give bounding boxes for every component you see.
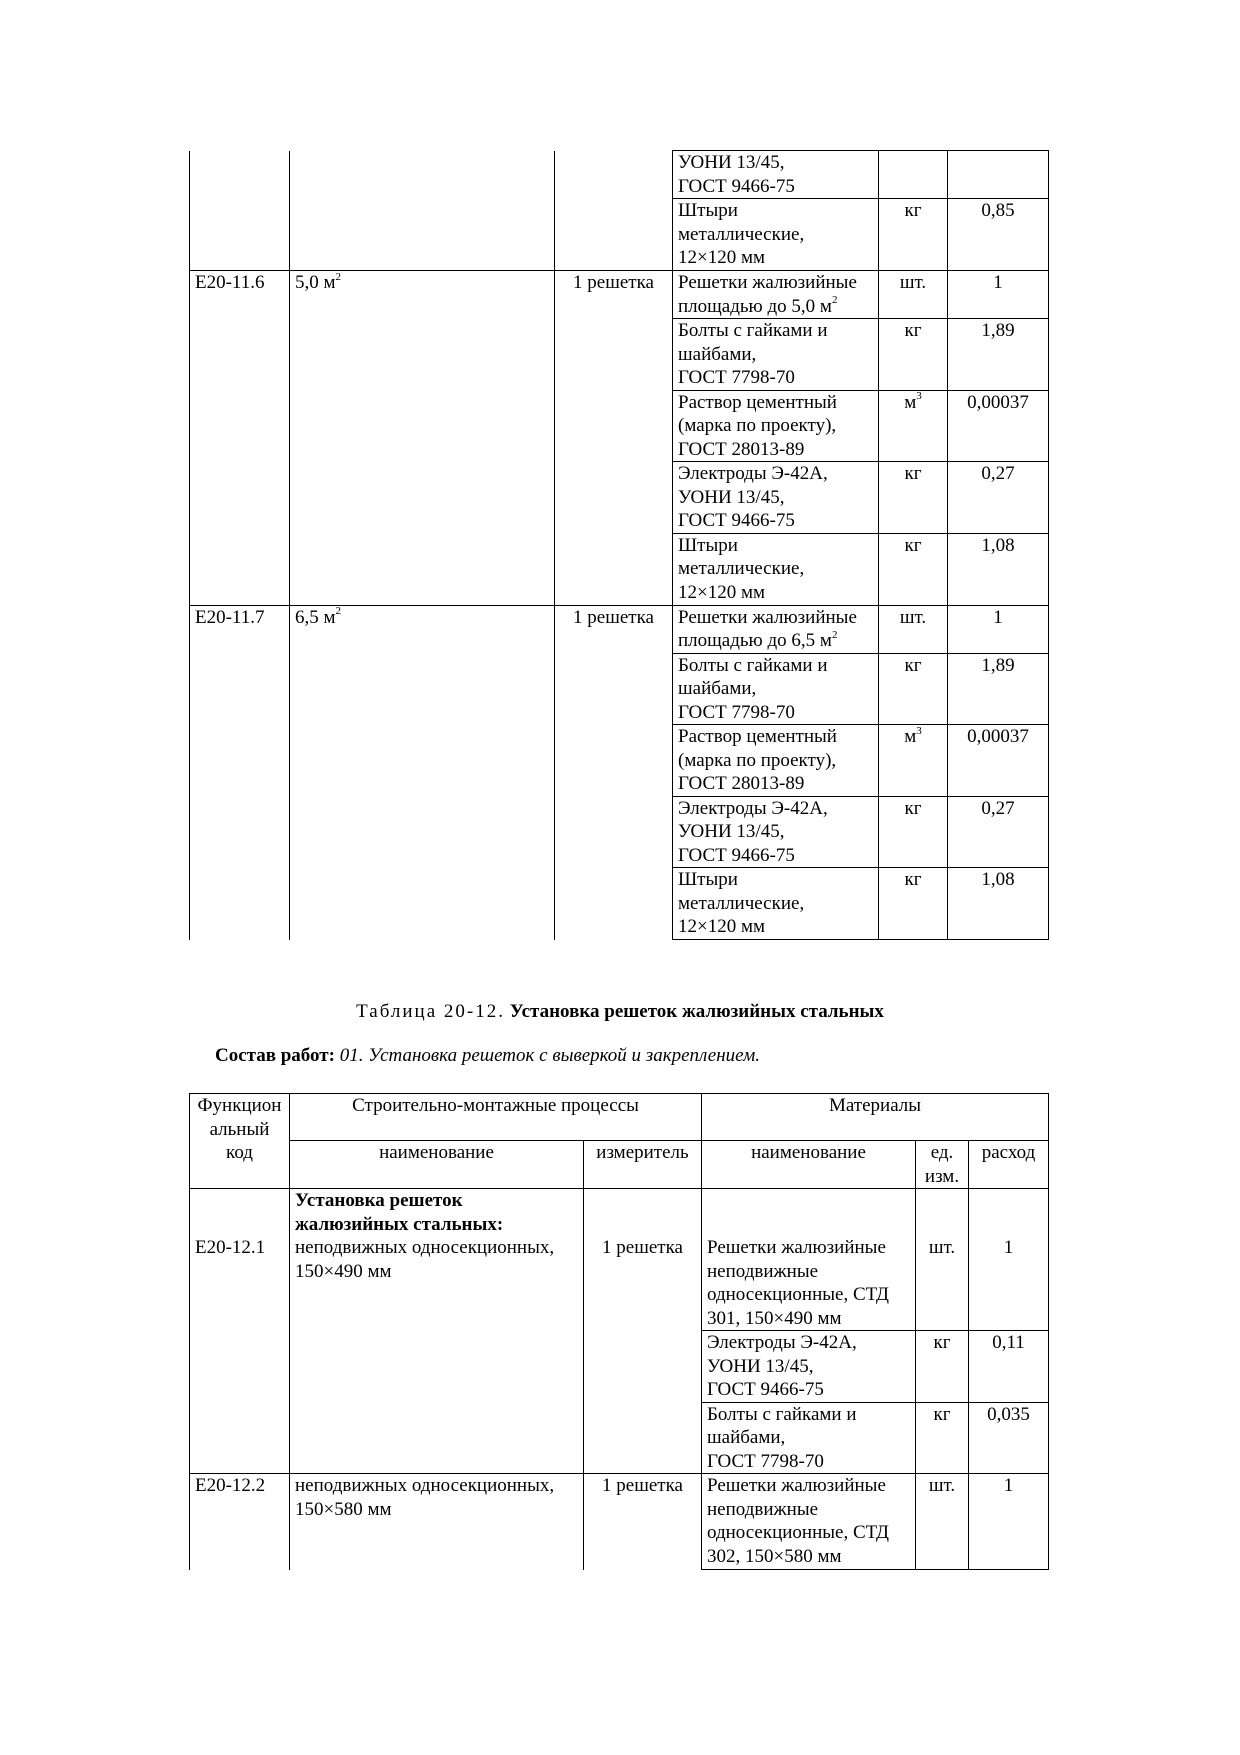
material-unit: шт. xyxy=(916,1189,969,1331)
material-qty: 1,89 xyxy=(948,653,1049,725)
material-unit xyxy=(879,390,948,462)
process-name-text: неподвижных односекционных, 150×490 мм xyxy=(295,1237,555,1282)
material-unit: кг xyxy=(879,199,948,271)
material-name-text: Штыри металлические, 12×120 мм xyxy=(678,869,805,937)
material-unit-text: кг xyxy=(904,320,922,341)
material-qty xyxy=(948,151,1049,199)
process-meter: 1 решетка xyxy=(555,605,673,940)
material-name: Электроды Э-42А, УОНИ 13/45, ГОСТ 9466-75 xyxy=(702,1331,916,1403)
material-unit xyxy=(879,725,948,797)
table-row xyxy=(190,1189,1049,1331)
material-qty: 0,11 xyxy=(969,1331,1049,1403)
material-name: Решетки жалюзийные неподвижные односекционные, СТД 302, 150×580 мм xyxy=(702,1474,916,1570)
material-unit xyxy=(879,605,948,653)
composition-label: Состав работ: xyxy=(215,1045,335,1066)
material-name: Штыри металлические, 12×120 мм xyxy=(673,199,879,271)
material-unit-text: шт. xyxy=(899,272,927,293)
process-name-text: неподвижных односекционных, 150×580 мм xyxy=(295,1475,555,1520)
material-name-text: Решетки жалюзийные площадью до 6,5 м xyxy=(678,606,857,651)
material-name: Болты с гайками и шайбами, ГОСТ 7798-70 xyxy=(702,1402,916,1474)
header-processes: Строительно-монтажные процессы xyxy=(290,1094,702,1141)
material-qty: 1 xyxy=(969,1189,1049,1331)
process-name-text: 6,5 м xyxy=(295,606,336,628)
material-name xyxy=(673,868,879,940)
material-qty: 1,89 xyxy=(948,319,1049,391)
material-unit xyxy=(879,533,948,605)
material-name: Решетки жалюзийные неподвижные односекционные, СТД 301, 150×490 мм xyxy=(702,1189,916,1331)
material-qty: 0,27 xyxy=(948,462,1049,534)
process-name-superscript: 2 xyxy=(335,270,342,283)
material-unit xyxy=(879,868,948,940)
material-name-superscript: 2 xyxy=(831,294,838,307)
material-name xyxy=(673,271,879,319)
table-caption xyxy=(0,1000,1240,1024)
functional-code: Е20-11.7 xyxy=(190,605,290,940)
material-name xyxy=(673,605,879,653)
material-unit: шт. xyxy=(916,1474,969,1570)
material-qty: 0,035 xyxy=(969,1402,1049,1474)
composition-text: 01. Установка решеток с выверкой и закреплением. xyxy=(339,1045,760,1066)
material-unit xyxy=(879,653,948,725)
materials-table-continued xyxy=(189,150,1049,940)
material-name-text: Болты с гайками и шайбами, ГОСТ 7798-70 xyxy=(678,320,828,388)
material-qty: 0,85 xyxy=(948,199,1049,271)
header-process-name: наименование xyxy=(290,1141,584,1189)
material-name-text: Электроды Э-42А, УОНИ 13/45, ГОСТ 9466-75 xyxy=(678,797,828,866)
material-unit-text: шт. xyxy=(899,606,927,628)
table-20-12 xyxy=(189,1093,1049,1570)
material-unit-text: кг xyxy=(904,797,922,819)
material-name xyxy=(673,653,879,725)
material-unit-text: кг xyxy=(904,534,922,556)
material-name-superscript: 2 xyxy=(831,628,838,641)
header-material-qty: расход xyxy=(969,1141,1049,1189)
material-unit xyxy=(879,319,948,391)
material-qty: 1,08 xyxy=(948,533,1049,605)
header-code: Функцион альный код xyxy=(190,1094,290,1189)
empty-cell xyxy=(190,151,290,271)
process-name xyxy=(290,271,555,606)
functional-code: Е20-12.2 xyxy=(190,1474,290,1570)
functional-code: Е20-11.6 xyxy=(190,271,290,606)
functional-code: Е20-12.1 xyxy=(190,1189,290,1474)
material-name xyxy=(673,462,879,534)
material-name xyxy=(673,725,879,797)
table2-header xyxy=(190,1094,1049,1189)
header-process-meter: измеритель xyxy=(584,1141,702,1189)
material-unit xyxy=(879,796,948,868)
material-unit xyxy=(879,151,948,199)
empty-cell xyxy=(555,151,673,271)
process-meter: 1 решетка xyxy=(584,1189,702,1474)
material-qty: 0,00037 xyxy=(948,725,1049,797)
table-row xyxy=(190,151,1049,199)
material-name-text: Раствор цементный (марка по проекту), ГОСТ 28013-89 xyxy=(678,726,837,794)
header-material-unit: ед. изм. xyxy=(916,1141,969,1189)
process-meter: 1 решетка xyxy=(584,1474,702,1570)
material-name-text: Решетки жалюзийные площадью до 5,0 м xyxy=(678,272,857,317)
material-qty: 0,00037 xyxy=(948,390,1049,462)
material-unit-text: м xyxy=(904,391,917,413)
process-name-superscript: 2 xyxy=(335,605,342,618)
material-name xyxy=(673,796,879,868)
table-row xyxy=(190,605,1049,653)
process-name xyxy=(290,605,555,940)
material-unit xyxy=(879,462,948,534)
material-unit-superscript: 3 xyxy=(916,390,922,403)
table1-body xyxy=(190,151,1049,940)
caption-title: Установка решеток жалюзийных стальных xyxy=(509,1001,884,1022)
material-qty: 1 xyxy=(948,605,1049,653)
process-name-text: 5,0 м xyxy=(295,272,336,293)
process-name xyxy=(290,1189,584,1474)
material-name-text: Болты с гайками и шайбами, ГОСТ 7798-70 xyxy=(678,654,828,723)
process-meter: 1 решетка xyxy=(555,271,673,606)
caption-label: Таблица 20-12. xyxy=(356,1001,505,1022)
material-name-text: Раствор цементный (марка по проекту), ГОСТ 28013-89 xyxy=(678,391,837,460)
process-name xyxy=(290,1474,584,1570)
process-group-title: Установка решеток жалюзийных стальных: xyxy=(295,1190,504,1235)
material-unit: кг xyxy=(916,1331,969,1403)
material-qty: 1 xyxy=(948,271,1049,319)
material-unit-text: кг xyxy=(904,869,922,890)
material-unit-text: кг xyxy=(904,654,922,676)
material-qty: 1,08 xyxy=(948,868,1049,940)
material-qty: 1 xyxy=(969,1474,1049,1570)
table-row xyxy=(190,1474,1049,1570)
material-name-text: Штыри металлические, 12×120 мм xyxy=(678,534,805,603)
material-qty: 0,27 xyxy=(948,796,1049,868)
header-material-name: наименование xyxy=(702,1141,916,1189)
work-composition xyxy=(215,1044,760,1068)
empty-cell xyxy=(290,151,555,271)
material-name xyxy=(673,533,879,605)
material-name: УОНИ 13/45, ГОСТ 9466-75 xyxy=(673,151,879,199)
material-unit: кг xyxy=(916,1402,969,1474)
material-unit xyxy=(879,271,948,319)
material-unit-text: кг xyxy=(904,463,922,484)
material-name xyxy=(673,319,879,391)
material-name-text: Электроды Э-42А, УОНИ 13/45, ГОСТ 9466-75 xyxy=(678,463,828,531)
material-unit-superscript: 3 xyxy=(916,724,922,737)
material-unit-text: м xyxy=(904,726,917,747)
table-row xyxy=(190,271,1049,319)
header-materials: Материалы xyxy=(702,1094,1049,1141)
material-name xyxy=(673,390,879,462)
table2-body xyxy=(190,1189,1049,1570)
